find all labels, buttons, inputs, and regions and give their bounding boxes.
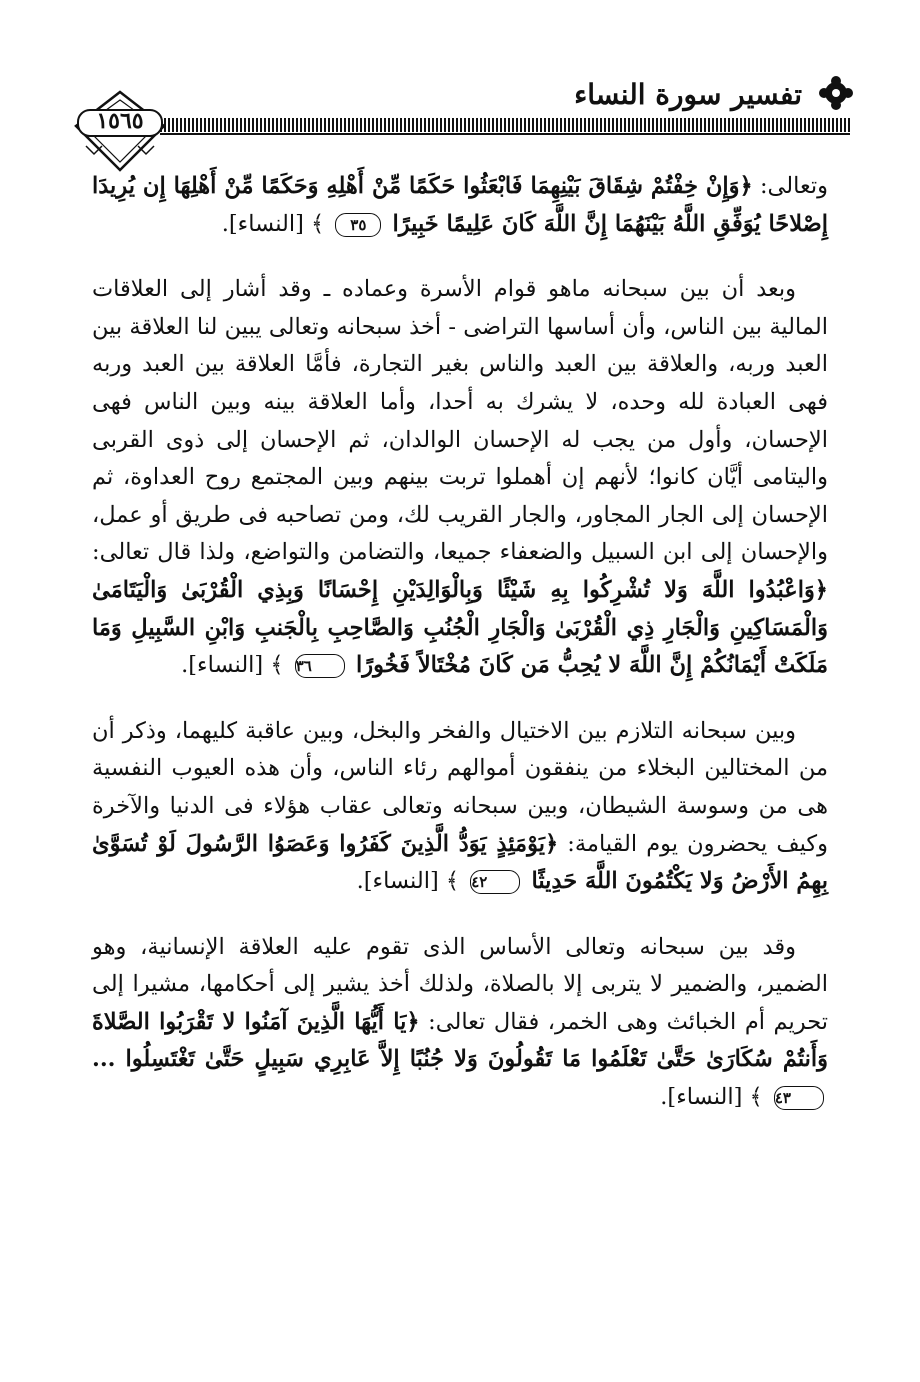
verse-number-43: ٤٣: [774, 1086, 824, 1110]
header-rule-line: [160, 133, 850, 135]
header-rule: [160, 118, 850, 132]
paragraph-3-text: وبين سبحانه التلازم بين الاختيال والفخر والبخل، وبين عاقبة كليهما، وذكر أن من المختالين البخلاء من ينفقون أموالهم رئاء الناس، وأن هذه العيوب النفسية هى من وسوسة الشيطان، وبين سبحانه وتعالى عقاب هؤلاء فى الدنيا والآخرة وكيف يحضرون يوم القيامة:: [92, 717, 828, 857]
quran-verse-36: ﴿وَاعْبُدُوا اللَّهَ وَلا تُشْرِكُوا بِهِ شَيْئًا وَبِالْوَالِدَيْنِ إِحْسَانًا وَبِذِي الْقُرْبَىٰ وَالْيَتَامَىٰ وَالْمَسَاكِينِ وَالْجَارِ ذِي الْقُرْبَىٰ وَالْجَارِ الْجُنُبِ وَالصَّاحِبِ بِالْجَنبِ وَابْنِ السَّبِيلِ وَمَا مَلَكَتْ أَيْمَانُكُمْ إِنَّ اللَّهَ لا يُحِبُّ مَن كَانَ مُخْتَالاً فَخُورًا: [92, 576, 828, 679]
paragraph-4-text: وقد بين سبحانه وتعالى الأساس الذى تقوم عليه العلاقة الإنسانية، وهو الضمير، والضمير لا يتربى إلا بالصلاة، ولذلك أخذ يشير إلى أحكامها، مشيرا إلى تحريم أم الخبائث وهى الخمر، فقال تعالى:: [92, 933, 828, 1035]
flower-ornament-icon: [814, 76, 858, 110]
verse-number-42: ٤٢: [470, 870, 520, 894]
running-title: تفسير سورة النساء: [574, 78, 802, 111]
surah-reference: ﴾ [النساء].: [356, 868, 460, 895]
paragraph-2: [92, 271, 828, 685]
quran-verse-35: ﴿وَإِنْ خِفْتُمْ شِقَاقَ بَيْنِهِمَا فَابْعَثُوا حَكَمًا مِّنْ أَهْلِهِ وَحَكَمًا مِّنْ أَهْلِهَا إِن يُرِيدَا إِصْلاحًا يُوَفِّقِ اللَّهُ بَيْنَهُمَا إِنَّ اللَّهَ كَانَ عَلِيمًا خَبِيرًا: [92, 173, 828, 237]
quran-verse-43: ﴿يَا أَيُّهَا الَّذِينَ آمَنُوا لا تَقْرَبُوا الصَّلاةَ وَأَنتُمْ سُكَارَىٰ حَتَّىٰ تَعْلَمُوا مَا تَقُولُونَ وَلا جُنُبًا إِلاَّ عَابِرِي سَبِيلٍ حَتَّىٰ تَغْتَسِلُوا ...: [92, 1008, 828, 1073]
paragraph-2-text: وبعد أن بين سبحانه ماهو قوام الأسرة وعماده ـ وقد أشار إلى العلاقات المالية بين الناس، وأن أساسها التراضى - أخذ سبحانه وتعالى يبين لنا العلاقة بين العبد وربه، والعلاقة بين العبد والناس بغير التجارة، فأمَّا العلاقة بين العبد وربه فهى العبادة لله وحده، لا يشرك به أحدا، وأما العلاقة بينه وبين الناس فهى الإحسان، وأول من يجب له الإحسان الوالدان، ثم الإحسان إلى ذوى القربى واليتامى أيَّان كانوا؛ لأنهم إن أهملوا تربت بينهم وبين المجتمع روح العداوة، ثم الإحسان إلى الجار المجاور، والجار القريب لك، ومن تصاحبه فى طريق أو عمل، والإحسان إلى ابن السبيل والضعفاء جميعا، والتضامن والتواضع، ولذا قال تعالى:: [92, 276, 828, 566]
paragraph-1: [92, 168, 828, 243]
paragraph-1-lead: وتعالى:: [759, 173, 828, 199]
verse-number-35: ٣٥: [335, 213, 381, 237]
paragraph-3: [92, 713, 828, 901]
quran-verse-42: ﴿يَوْمَئِذٍ يَوَدُّ الَّذِينَ كَفَرُوا وَعَصَوُا الرَّسُولَ لَوْ تُسَوَّىٰ بِهِمُ الأَرْضُ وَلا يَكْتُمُونَ اللَّهَ حَدِيثًا: [92, 830, 828, 895]
page-body: [92, 168, 828, 1145]
surah-reference: ﴾ [النساء].: [660, 1084, 763, 1111]
surah-reference: ﴾ [النساء].: [221, 210, 325, 237]
verse-number-36: ٣٦: [295, 654, 345, 678]
page-header: [0, 0, 920, 175]
paragraph-4: [92, 929, 828, 1117]
page-number: ١٥٦٥: [96, 108, 144, 134]
surah-reference: ﴾ [النساء].: [181, 652, 284, 679]
